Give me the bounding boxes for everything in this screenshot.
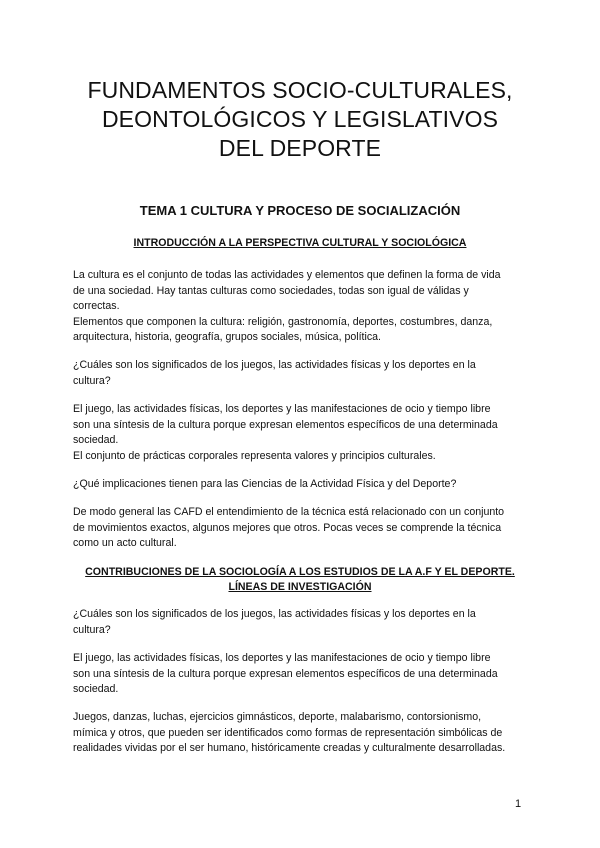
paragraph-line: realidades vividas por el ser humano, históricamente creadas y culturalmente desarrolladas. (73, 742, 506, 754)
paragraph-line: ¿Qué implicaciones tienen para las Ciencias de la Actividad Física y del Deporte? (73, 478, 457, 490)
section-heading-line: LÍNEAS DE INVESTIGACIÓN (228, 581, 372, 593)
tema-heading: TEMA 1 CULTURA Y PROCESO DE SOCIALIZACIÓN (139, 203, 461, 218)
paragraph-pregunta-significados (73, 358, 533, 389)
paragraph-sintesis-cultura-2 (73, 651, 533, 698)
paragraph-line: El juego, las actividades físicas, los deportes y las manifestaciones de ocio y tiempo libre (73, 652, 491, 664)
paragraph-sintesis-cultura (73, 402, 533, 464)
paragraph-line: como un acto cultural. (73, 537, 177, 549)
title-line: DEL DEPORTE (218, 135, 382, 161)
paragraph-cultura-definicion (73, 268, 533, 346)
title-line: FUNDAMENTOS SOCIO-CULTURALES, (87, 77, 513, 103)
document-title (40, 76, 560, 163)
paragraph-line: mímica y otros, que pueden ser identificados como formas de representación simbólicas de (73, 726, 503, 739)
paragraph-line: La cultura es el conjunto de todas las actividades y elementos que definen la forma de vida (73, 269, 501, 281)
paragraph-line: cultura? (73, 623, 111, 636)
paragraph-line: sociedad. (73, 434, 119, 446)
paragraph-line: El juego, las actividades físicas, los deportes y las manifestaciones de ocio y tiempo libre (73, 403, 491, 415)
paragraph-line: correctas. (73, 300, 120, 312)
paragraph-line: ¿Cuáles son los significados de los juegos, las actividades físicas y los deportes en la (73, 608, 476, 620)
paragraph-line: son una síntesis de la cultura porque expresan elementos específicos de una determinada (73, 418, 498, 431)
paragraph-line: Juegos, danzas, luchas, ejercicios gimnásticos, deporte, malabarismo, contorsionismo, (73, 711, 482, 723)
paragraph-line: cultura? (73, 374, 111, 387)
page-number: 1 (515, 798, 522, 810)
paragraph-line: de movimientos exactos, algunos mejores que otros. Pocas veces se comprende la técnica (73, 521, 502, 534)
paragraph-practicas-corporales (73, 710, 533, 757)
paragraph-line: de una sociedad. Hay tantas culturas como sociedades, todas son igual de válidas y (73, 284, 469, 297)
section-heading-line: INTRODUCCIÓN A LA PERSPECTIVA CULTURAL Y SOCIOLÓGICA (133, 237, 467, 249)
paragraph-line: Elementos que componen la cultura: religión, gastronomía, deportes, costumbres, danza, (73, 315, 493, 328)
paragraph-tecnica (73, 505, 533, 552)
section-heading-contribuciones (50, 565, 550, 595)
paragraph-pregunta-significados-2 (73, 607, 533, 638)
paragraph-line: ¿Cuáles son los significados de los juegos, las actividades físicas y los deportes en la (73, 359, 476, 371)
section-heading-line: CONTRIBUCIONES DE LA SOCIOLOGÍA A LOS ESTUDIOS DE LA A.F Y EL DEPORTE. (85, 566, 515, 578)
paragraph-line: sociedad. (73, 683, 119, 695)
paragraph-line: El conjunto de prácticas corporales representa valores y principios culturales. (73, 449, 436, 462)
paragraph-line: son una síntesis de la cultura porque expresan elementos específicos de una determinada (73, 667, 498, 680)
paragraph-pregunta-implicaciones (73, 477, 533, 493)
paragraph-line: De modo general las CAFD el entendimiento de la técnica está relacionado con un conjunto (73, 506, 505, 518)
section-heading-introduccion (50, 236, 550, 251)
paragraph-line: arquitectura, historia, geografía, grupos sociales, música, política. (73, 331, 381, 343)
title-line: DEONTOLÓGICOS Y LEGISLATIVOS (101, 106, 499, 132)
